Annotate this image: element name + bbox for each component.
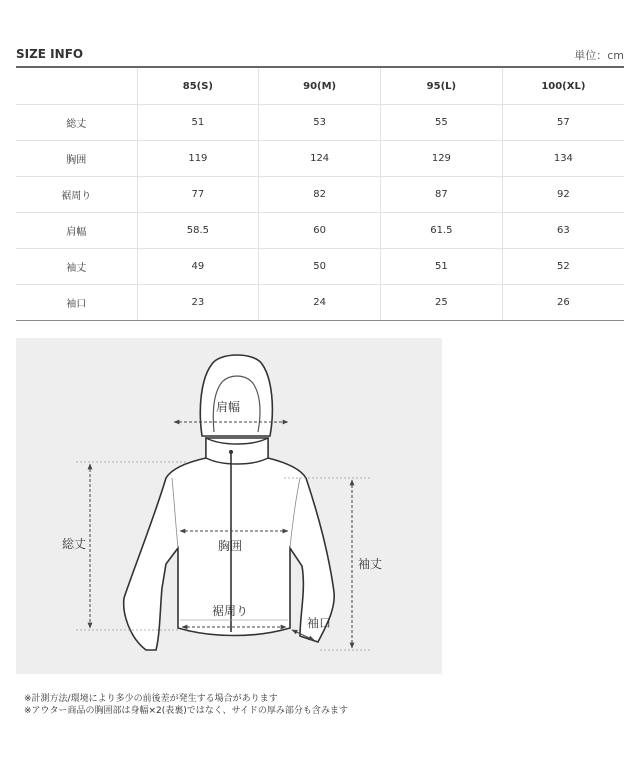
- table-cell: 49: [137, 249, 259, 285]
- table-cell: 50: [259, 249, 381, 285]
- column-header: 95(L): [381, 67, 503, 105]
- table-cell: 24: [259, 285, 381, 321]
- table-cell: 92: [502, 177, 624, 213]
- size-table: [16, 66, 624, 321]
- chest-label: 胸囲: [217, 539, 243, 553]
- row-label: 胸囲: [16, 141, 137, 177]
- size-info-title: SIZE INFO: [16, 47, 84, 61]
- column-header: 90(M): [259, 67, 381, 105]
- table-cell: 63: [502, 213, 624, 249]
- cuff-label: 袖口: [306, 616, 332, 630]
- table-cell: 25: [381, 285, 503, 321]
- zipper-pull: [229, 450, 233, 454]
- row-label: 袖口: [16, 285, 137, 321]
- row-label: 肩幅: [16, 213, 137, 249]
- footnote: ※計測方法/環境により多少の前後差が発生する場合があります: [24, 694, 278, 704]
- total-length-label: 総丈: [61, 537, 87, 551]
- table-cell: 26: [502, 285, 624, 321]
- column-header: 100(XL): [502, 67, 624, 105]
- hem-label: 裾周り: [211, 604, 249, 618]
- table-row: [16, 213, 624, 249]
- table-cell: 87: [381, 177, 503, 213]
- table-cell: 60: [259, 213, 381, 249]
- table-cell: 55: [381, 105, 503, 141]
- table-cell: 82: [259, 177, 381, 213]
- header-corner-cell: [16, 67, 137, 105]
- table-cell: 52: [502, 249, 624, 285]
- row-label: 総丈: [16, 105, 137, 141]
- column-header: 85(S): [137, 67, 259, 105]
- footnotes: [24, 693, 348, 717]
- footnote: ※アウター商品の胸囲部は身幅×2(表裏)ではなく、サイドの厚み部分も含みます: [24, 706, 348, 716]
- row-label: 袖丈: [16, 249, 137, 285]
- table-cell: 124: [259, 141, 381, 177]
- table-header-row: [16, 67, 624, 105]
- measurement-illustration: [16, 338, 442, 674]
- table-cell: 134: [502, 141, 624, 177]
- table-cell: 51: [137, 105, 259, 141]
- table-cell: 58.5: [137, 213, 259, 249]
- unit-label: 単位：cm: [574, 49, 624, 62]
- sleeve-length-label: 袖丈: [357, 557, 383, 571]
- table-row: [16, 177, 624, 213]
- table-cell: 119: [137, 141, 259, 177]
- row-label: 裾周り: [16, 177, 137, 213]
- jacket-diagram: [16, 338, 442, 674]
- table-cell: 77: [137, 177, 259, 213]
- table-cell: 51: [381, 249, 503, 285]
- table-cell: 61.5: [381, 213, 503, 249]
- table-cell: 129: [381, 141, 503, 177]
- table-row: [16, 105, 624, 141]
- table-row: [16, 285, 624, 321]
- shoulder-label: 肩幅: [215, 400, 241, 414]
- table-cell: 57: [502, 105, 624, 141]
- hood-outline: [200, 355, 272, 436]
- table-row: [16, 249, 624, 285]
- table-cell: 23: [137, 285, 259, 321]
- table-cell: 53: [259, 105, 381, 141]
- table-row: [16, 141, 624, 177]
